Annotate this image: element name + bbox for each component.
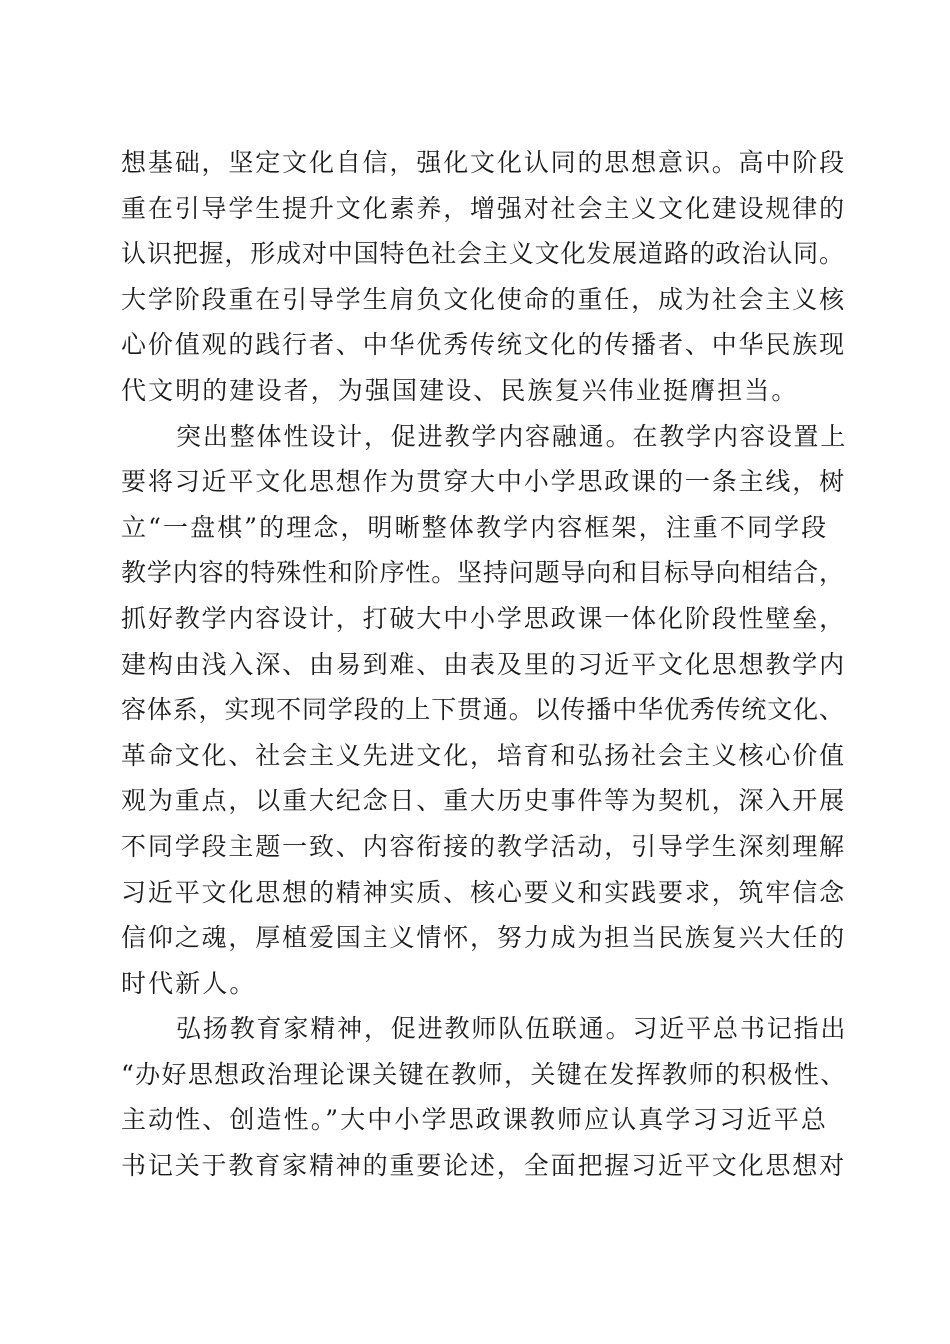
text-line: 要将习近平文化思想作为贯穿大中小学思政课的一条主线，树: [121, 467, 846, 497]
text-line: 心价值观的践行者、中华优秀传统文化的传播者、中华民族现: [121, 330, 846, 360]
text-line: 认识把握，形成对中国特色社会主义文化发展道路的政治认同。: [121, 239, 845, 269]
text-line: 重在引导学生提升文化素养，增强对社会主义文化建设规律的: [121, 193, 846, 223]
text-line: 革命文化、社会主义先进文化，培育和弘扬社会主义核心价值: [121, 740, 846, 770]
text-line: 代文明的建设者，为强国建设、民族复兴伟业挺膺担当。: [121, 375, 799, 405]
text-line: 不同学段主题一致、内容衔接的教学活动，引导学生深刻理解: [121, 831, 846, 861]
paragraph-first-line: 突出整体性设计，促进教学内容融通。在教学内容设置上: [176, 421, 848, 451]
text-line: 教学内容的特殊性和阶序性。坚持问题导向和目标导向相结合，: [121, 558, 845, 588]
text-line: 抓好教学内容设计，打破大中小学思政课一体化阶段性壁垒，: [121, 603, 846, 633]
text-line: 习近平文化思想的精神实质、核心要义和实践要求，筑牢信念: [121, 877, 846, 907]
text-line: 想基础，坚定文化自信，强化文化认同的思想意识。高中阶段: [121, 148, 846, 177]
body-text: [121, 140, 848, 1189]
text-line: 时代新人。: [121, 968, 257, 998]
paragraph-first-line: 弘扬教育家精神，促进教师队伍联通。习近平总书记指出: [176, 1014, 848, 1044]
text-line: 观为重点，以重大纪念日、重大历史事件等为契机，深入开展: [121, 786, 846, 816]
text-line: 主动性、创造性。”大中小学思政课教师应认真学习习近平总: [121, 1105, 828, 1135]
text-line: 大学阶段重在引导学生肩负文化使命的重任，成为社会主义核: [121, 284, 846, 314]
text-line: 立“一盘棋”的理念，明晰整体教学内容框架，注重不同学段: [121, 512, 829, 542]
text-line: 容体系，实现不同学段的上下贯通。以传播中华优秀传统文化、: [121, 695, 845, 725]
text-line: 书记关于教育家精神的重要论述，全面把握习近平文化思想对: [121, 1151, 846, 1181]
text-line: 建构由浅入深、由易到难、由表及里的习近平文化思想教学内: [121, 649, 846, 679]
text-line: “办好思想政治理论课关键在教师，关键在发挥教师的积极性、: [121, 1059, 847, 1089]
text-line: 信仰之魂，厚植爱国主义情怀，努力成为担当民族复兴大任的: [121, 923, 846, 953]
